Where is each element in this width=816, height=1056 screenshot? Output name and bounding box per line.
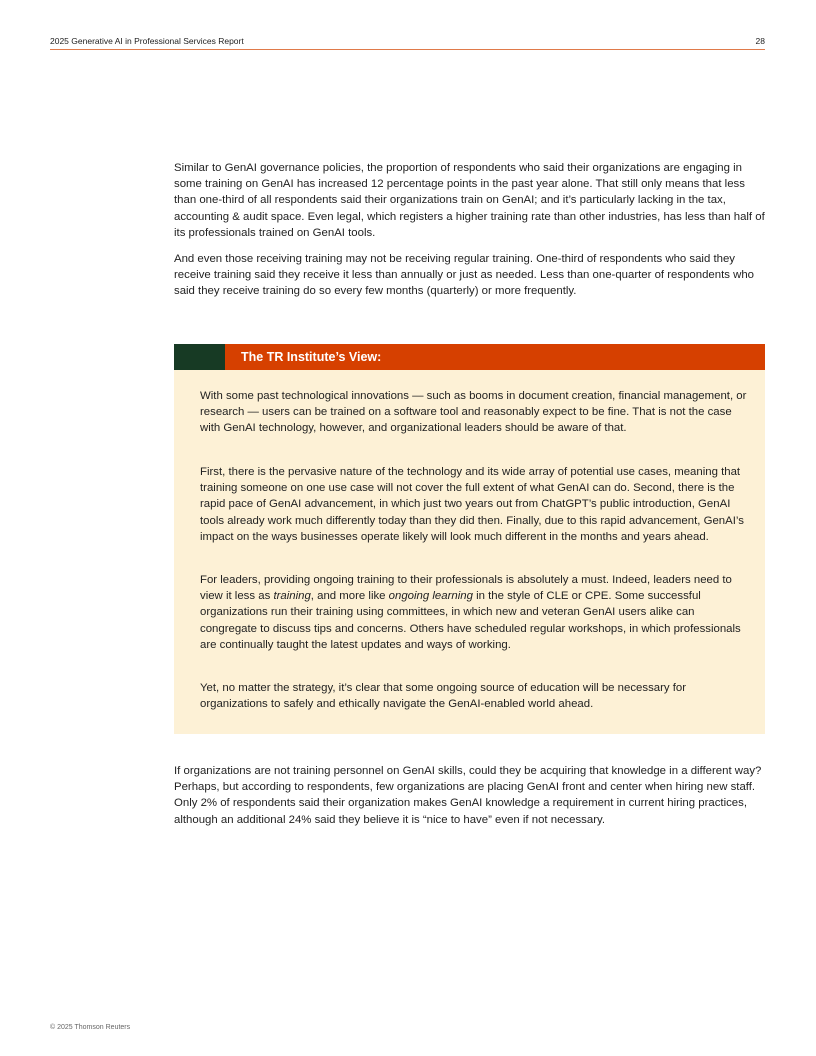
callout-header-bar (174, 344, 765, 370)
callout-paragraph-2: First, there is the pervasive nature of the technology and its wide array of potential use cases, meaning that training someone on one use case will not cover the full extent of what GenAI can do. Second, there is the rapid pace of GenAI advancement, in which just two years out from ChatGPT’s public introduction, GenAI tools already work much differently today than they did then. Finally, due to this rapid advancement, GenAI’s impact on the ways businesses operate likely will look much different in the months and years ahead. (200, 466, 744, 543)
callout-paragraph-1: With some past technological innovations — such as booms in document creation, financial management, or research — users can be trained on a software tool and reasonably expect to be fine. That is not the case with GenAI technology, however, and organizational leaders should be aware of that. (200, 390, 747, 435)
callout-paragraph-3-part-c: in the style of CLE or CPE. Some successful organizations run their training using committees, in which new and veteran GenAI users alike can congregate to discuss tips and concerns. Others have scheduled regular workshops, in which professionals are continually taught the latest updates and ways of working. (200, 590, 741, 651)
page-number: 28 (755, 36, 765, 46)
body-paragraph-3: If organizations are not training personnel on GenAI skills, could they be acquiring that knowledge in a different way? Perhaps, but according to respondents, few organizations are placing GenAI front and center when hiring new staff. Only 2% of respondents said their organization makes GenAI knowledge a requirement in current hiring practices, although an additional 24% said they believe it is “nice to have” even if not necessary. (174, 765, 762, 826)
callout-paragraph-3-part-b: , and more like (310, 590, 389, 603)
page-header (50, 35, 765, 50)
callout-paragraph-3 (200, 572, 748, 653)
emphasis-ongoing-learning: ongoing learning (388, 590, 473, 603)
callout-title: The TR Institute’s View: (241, 350, 382, 364)
body-paragraph-2: And even those receiving training may not be receiving regular training. One-third of respondents who said they receive training said they receive it less than annually or just as needed. Less than one-quarter of respondents who said they receive training do so every few months (quarterly) or more frequently. (174, 253, 755, 298)
report-title: 2025 Generative AI in Professional Services Report (50, 36, 244, 46)
emphasis-training: training (273, 590, 311, 603)
body-paragraph-1: Similar to GenAI governance policies, the proportion of respondents who said their organizations are engaging in some training on GenAI has increased 12 percentage points in the past year alone. That still only means that less than one-third of all respondents said their organizations train on GenAI; and it’s particularly lacking in the tax, accounting & audit space. Even legal, which registers a higher training rate than other industries, has less than half of its professionals trained on GenAI tools. (174, 162, 765, 239)
tr-institute-callout (174, 344, 765, 734)
footer-copyright: © 2025 Thomson Reuters (50, 1024, 131, 1031)
callout-paragraph-4: Yet, no matter the strategy, it’s clear that some ongoing source of education will be necessary for organizations to safely and ethically navigate the GenAI-enabled world ahead. (200, 682, 687, 711)
callout-accent-tab (174, 344, 225, 370)
callout-paragraph-3-part-a: For leaders, providing ongoing training to their professionals is absolutely a must. Indeed, leaders need to view it less as (200, 574, 732, 603)
